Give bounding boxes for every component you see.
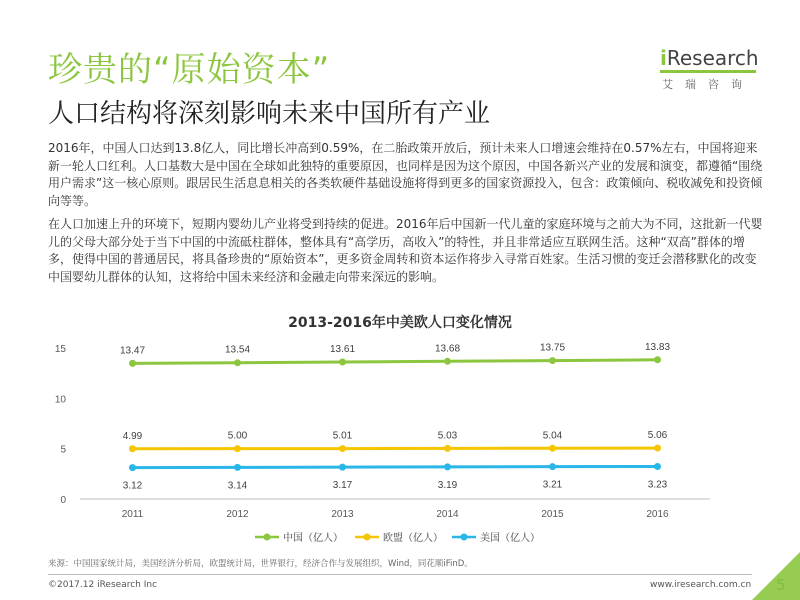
y-tick-label: 10 xyxy=(54,394,66,406)
x-tick-label: 2013 xyxy=(331,509,354,520)
page-subtitle: 人口结构将深刻影响未来中国所有产业 xyxy=(48,99,491,129)
footer-divider xyxy=(48,574,752,575)
x-tick-label: 2014 xyxy=(436,509,459,520)
data-label: 3.19 xyxy=(437,479,458,491)
data-point xyxy=(444,445,451,452)
legend-marker xyxy=(364,534,371,541)
data-point xyxy=(654,463,661,470)
series-line-2 xyxy=(133,466,658,467)
data-point xyxy=(654,356,661,363)
data-point xyxy=(234,359,241,366)
data-label: 3.23 xyxy=(647,479,668,491)
y-tick-label: 0 xyxy=(60,495,66,506)
page-number: 5 xyxy=(776,576,786,594)
data-point xyxy=(339,464,346,471)
data-label: 5.03 xyxy=(437,430,458,442)
x-tick-label: 2012 xyxy=(226,509,249,520)
data-point xyxy=(129,360,136,367)
data-point xyxy=(444,463,451,470)
legend-label: 美国（亿人） xyxy=(480,533,540,544)
data-label: 5.06 xyxy=(647,430,668,442)
x-tick-label: 2016 xyxy=(646,509,669,520)
data-point xyxy=(549,463,556,470)
corner-decoration xyxy=(752,552,800,600)
data-label: 3.12 xyxy=(122,480,143,492)
data-label: 3.17 xyxy=(332,480,353,492)
data-label: 13.83 xyxy=(644,341,671,353)
page-title: 珍贵的“原始资本” xyxy=(48,50,331,90)
chart-title: 2013-2016年中美欧人口变化情况 xyxy=(288,315,512,331)
logo-wordmark: iResearch xyxy=(660,46,759,70)
legend-label: 欧盟（亿人） xyxy=(383,533,443,544)
legend-marker xyxy=(264,534,271,541)
data-point xyxy=(444,358,451,365)
data-label: 13.61 xyxy=(329,343,356,355)
legend-label: 中国（亿人） xyxy=(283,533,343,544)
data-point xyxy=(339,445,346,452)
logo-chinese: 艾瑞咨询 xyxy=(662,78,754,91)
data-point xyxy=(129,464,136,471)
data-label: 4.99 xyxy=(122,430,143,442)
data-label: 13.47 xyxy=(119,345,146,357)
data-point xyxy=(339,358,346,365)
y-tick-label: 5 xyxy=(60,444,66,456)
data-label: 13.54 xyxy=(224,344,251,356)
data-point xyxy=(234,464,241,471)
data-point xyxy=(129,445,136,452)
series-line-0 xyxy=(133,360,658,364)
copyright: ©2017.12 iResearch Inc xyxy=(48,580,158,590)
x-tick-label: 2011 xyxy=(121,509,144,520)
data-point xyxy=(234,445,241,452)
data-point xyxy=(549,357,556,364)
body-paragraph-2: 在人口加速上升的环境下，短期内婴幼儿产业将受到持续的促进。2016年后中国新一代儿童的家庭环境与之前大为不同，这批新一代婴儿的父母大部分处于当下中国的中流砥柱群体，整体具有“高学历，高收入”的特性，并且非常适应互联网生活。这种“双高”群体的增多，使得中国的普通居民，将具备珍贵的“原始资本”，更多资金周转和资本运作将步入寻常百姓家。生活习惯的变迁会潜移默化的改变中国婴幼儿群体的认知，这将给中国未来经济和金融走向带来深远的影响。 xyxy=(48,217,763,284)
data-point xyxy=(549,445,556,452)
data-label: 13.68 xyxy=(434,343,461,355)
data-label: 5.01 xyxy=(332,430,353,442)
data-point xyxy=(654,445,661,452)
x-tick-label: 2015 xyxy=(541,509,564,520)
data-label: 3.21 xyxy=(542,479,563,491)
data-label: 5.04 xyxy=(542,430,563,442)
data-label: 13.75 xyxy=(539,342,566,354)
source-note: 来源：中国国家统计局，美国经济分析局，欧盟统计局，世界银行，经济合作与发展组织，Wind，同花顺iFinD。 xyxy=(48,559,473,569)
data-label: 5.00 xyxy=(227,430,248,442)
body-paragraph-1: 2016年，中国人口达到13.8亿人，同比增长冲高到0.59%，在二胎政策开放后，预计未来人口增速会维持在0.57%左右，中国将迎来新一轮人口红利。人口基数大是中国在全球如此独特的重要原因，也同样是因为这个原因，中国各新兴产业的发展和演变，都遵循“围绕用户需求”这一核心原则。跟居民生活息息相关的各类软硬件基础设施将得到更多的国家资源投入，包含：政策倾向、税收减免和投资倾向等等。 xyxy=(48,141,763,208)
data-label: 3.14 xyxy=(227,480,248,492)
website-link[interactable]: www.iresearch.com.cn xyxy=(650,580,752,590)
legend-marker xyxy=(461,534,468,541)
y-tick-label: 15 xyxy=(54,344,66,355)
series-line-1 xyxy=(133,448,658,449)
